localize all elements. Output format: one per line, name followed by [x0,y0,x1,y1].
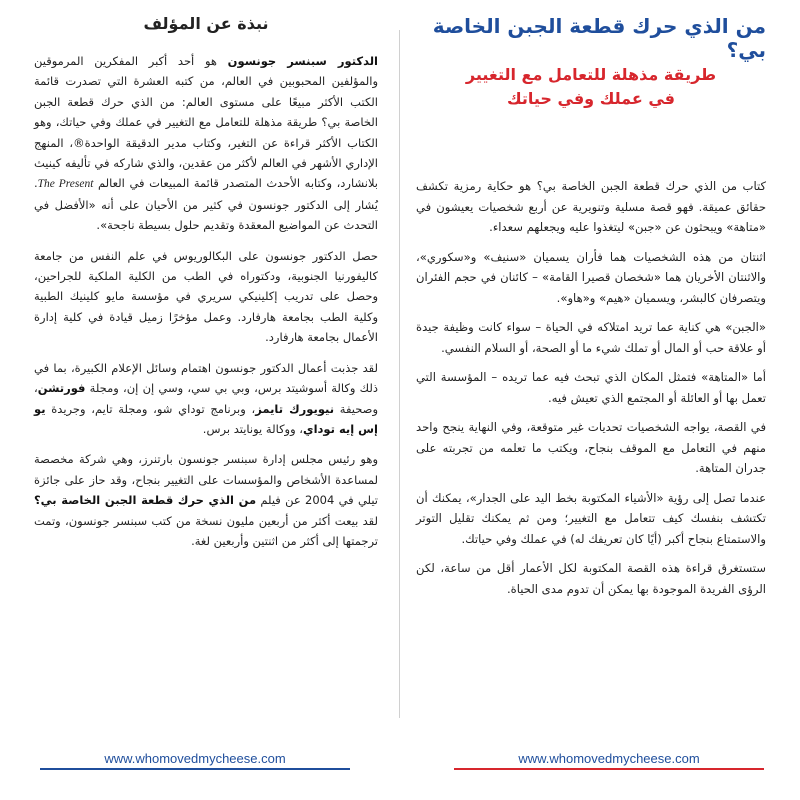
book-paragraph-6: عندما تصل إلى رؤية «الأشياء المكتوبة بخط اليد على الجدار»، يمكنك أن تكتشف بنفسك كيف تتعامل مع التغيير؛ ومن ثم يمكنك تقليل التوتر والاستمتاع بنجاح أكبر (أيًا كان تعريفك له) في عملك وفي حياتك. [416,490,766,546]
book-description-column [400,0,800,800]
book-paragraph-5: في القصة، يواجه الشخصيات تحديات غير متوقعة، وفي النهاية ينجح واحد منهم في التعامل مع الموقف بنجاح، ويكتب ما تعلمه من تجربته على جدران المتاهة. [416,420,766,475]
book-website-url[interactable]: www.whomovedmycheese.com [454,751,764,770]
book-paragraph-3: «الجبن» هي كناية عما تريد امتلاكه في الحياة – سواء كانت وظيفة جيدة أو علاقة حب أو المال أو تملك شيء ما أو الصحة، أو السلام النفسي. [416,320,766,355]
book-paragraph-7: ستستغرق قراءة هذه القصة المكتوبة لكل الأعمار أقل من ساعة، لكن الرؤى الفريدة الموجودة بها يمكن أن تدوم مدى الحياة. [416,561,766,596]
author-paragraph-4: وهو رئيس مجلس إدارة سبنسر جونسون بارتنرز، وهي شركة مخصصة لمساعدة الأشخاص والمؤسسات على التغيير بنجاح، وقد حاز على جائزة تيلي في 2004 عن فيلم من الذي حرك قطعة الجبن الخاصة بي؟ لقد بيعت أكثر من أربعين مليون نسخة من كتب سبنسر جونسون، وتمت ترجمتها إلى أكثر من اثنتين وأربعين لغة. [34,452,379,548]
the-present-title: The Present [37,178,94,191]
author-website-url[interactable]: www.whomovedmycheese.com [40,751,350,770]
book-paragraph-2: اثنتان من هذه الشخصيات هما فأران يسميان «سنيف» و«سكوري»، والاثنتان الأخريان هما «شخصان قصيرا القامة» – كائنان في حجم الفئران ويتصرفان كالبشر، ويسميان «هيم» و«هاو». [416,249,766,305]
book-subtitle-line-1: طريقة مذهلة للتعامل مع التغيير [465,65,717,84]
book-paragraph-4: أما «المتاهة» فتمثل المكان الذي تبحث فيه عما تريده – المؤسسة التي تعمل بها أو العائلة أو المجتمع الذي تعيش فيه. [416,370,766,405]
author-paragraph-2: حصل الدكتور جونسون على البكالوريوس في علم النفس من جامعة كاليفورنيا الجنوبية، ودكتوراه في الطب من الكلية الملكية للجراحين، وحصل على تدريب إكلينيكي سريري في مؤسسة مايو كلينيك الطبية وكلية الطب بجامعة هارفارد. وعمل مؤخرًا زميل قيادة في كلية إدارة الأعمال بجامعة هارفارد. [34,248,378,345]
author-name: الدكتور سبنسر جونسون [227,54,378,68]
book-subtitle-line-2: في عملك وفي حياتك [506,89,676,108]
book-paragraph-1: كتاب من الذي حرك قطعة الجبن الخاصة بي؟ هو حكاية رمزية تكشف حقائق عميقة. فهو قصة مسلية وتنويرية عن أربع شخصيات يعيشون في «متاهة» ويبحثون عن «جبن» ليتغذوا عليه ويجعلهم سعداء. [416,179,766,234]
book-description-body [416,176,766,599]
author-paragraph-1: الدكتور سبنسر جونسون هو أحد أكبر المفكرين المرموقين والمؤلفين المحبوبين في العالم، من كتبه العشرة التي تصدرت قائمة الكتب الأكثر مبيعًا على مستوى العالم: من الذي حرك قطعة الجبن الخاصة بي؟ طريقة مذهلة للتعامل مع التغيير في عملك وفي حياتك، وهو الكتاب الأكثر قراءة عن التغير، وكتاب مدير الدقيقة الواحدة®، المنهج الإداري الأشهر في العالم لأكثر من عقدين، والذي شاركه في تأليفه كينيث بلانشارد، وكتابه الأحدث المتصدر قائمة المبيعات في العالم The Present. يُشار إلى الدكتور جونسون في كثير من الأحيان على أنه «الأفضل في التحدث عن المواضيع المعقدة وتقديم حلول بسيطة ناجحة». [34,54,379,233]
book-title: من الذي حرك قطعة الجبن الخاصة بي؟ [432,14,766,62]
author-paragraph-3: لقد جذبت أعمال الدكتور جونسون اهتمام وسائل الإعلام الكبيرة، بما في ذلك وكالة أسوشيتد برس، وبي بي سي، وسي إن إن، ومجلة فورتشن، وصحيفة نيويورك تايمز، وبرنامج توداي شو، ومجلة تايم، وجريدة يو إس إيه توداي، ووكالة يونايتد برس. [34,360,378,436]
author-bio-heading: نبذة عن المؤلف [143,14,269,33]
